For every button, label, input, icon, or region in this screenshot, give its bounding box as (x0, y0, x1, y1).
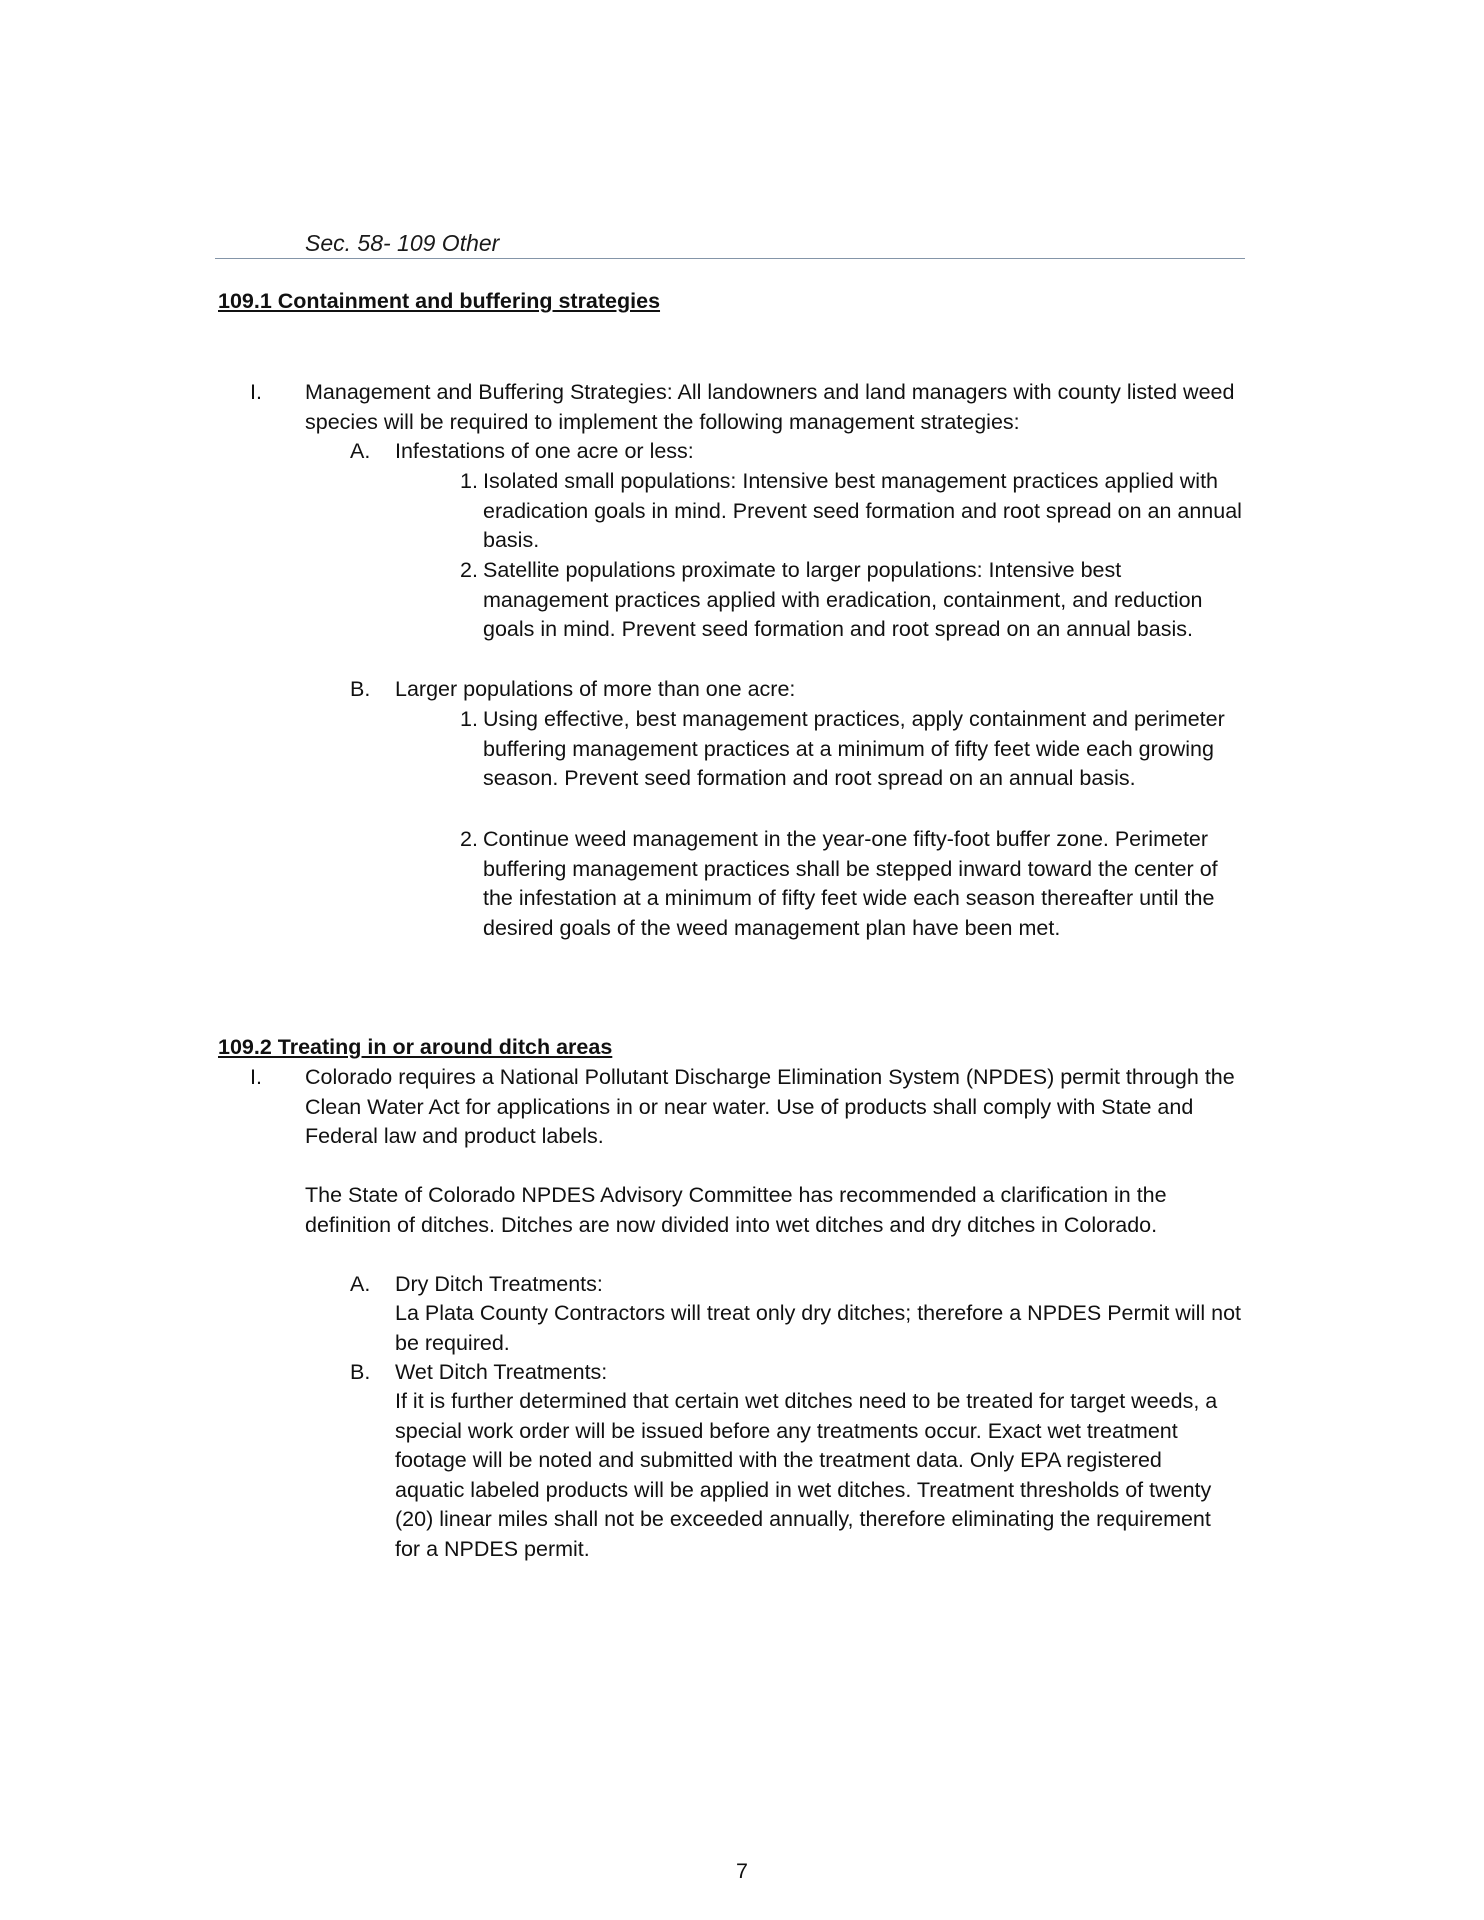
header-divider (215, 258, 1245, 259)
page-number: 7 (736, 1859, 748, 1883)
list-marker-B2: 2. (460, 827, 478, 851)
roman-marker: I. (250, 380, 262, 404)
wet-ditch-text: If it is further determined that certain wet ditches need to be treated for target weeds, a special work order will be issued before any treatments occur. Exact wet treatment footage will be noted and submitted with the treatment data. Only EPA registered aquatic labeled products will be applied in wet ditches. Treatment thresholds of twenty (20) linear miles shall not be exceeded annually, therefore eliminating the requirement for a NPDES permit. (395, 1389, 1218, 1561)
management-strategies-paragraph: Management and Buffering Strategies: All landowners and land managers with county listed weed species will be required to implement the following management strategies: (305, 380, 1235, 434)
roman-marker: I. (250, 1065, 262, 1089)
infestations-small-heading: Infestations of one acre or less: (395, 439, 694, 463)
effective-practices-text: Using effective, best management practices, apply containment and perimeter buffering management practices at a minimum of fifty feet wide each growing season. Prevent seed formation and root spread on an annual basis. (483, 707, 1225, 790)
npdes-permit-paragraph: Colorado requires a National Pollutant Discharge Elimination System (NPDES) permit through the Clean Water Act for applications in or near water. Use of products shall comply with State and Federal law and product labels. (305, 1065, 1235, 1148)
section-heading-109-1: 109.1 Containment and buffering strategies (218, 289, 661, 313)
wet-ditch-title: Wet Ditch Treatments: (395, 1360, 608, 1384)
list-marker-B: B. (350, 677, 371, 701)
isolated-populations-text: Isolated small populations: Intensive best management practices applied with eradication goals in mind. Prevent seed formation and root spread on an annual basis. (483, 469, 1242, 552)
satellite-populations-text: Satellite populations proximate to larger populations: Intensive best management practices applied with eradication, containment, and reduction goals in mind. Prevent seed formation and root spread on an annual basis. (483, 558, 1203, 641)
section-heading-109-2: 109.2 Treating in or around ditch areas (218, 1035, 613, 1059)
continue-management-text: Continue weed management in the year-one fifty-foot buffer zone. Perimeter buffering management practices shall be stepped inward toward the center of the infestation at a minimum of fifty feet wide each season thereafter until the desired goals of the weed management plan have been met. (483, 827, 1218, 940)
list-marker-A: A. (350, 439, 371, 463)
list-marker-B1: 1. (460, 707, 478, 731)
advisory-committee-paragraph: The State of Colorado NPDES Advisory Committee has recommended a clarification in the definition of ditches. Ditches are now divided into wet ditches and dry ditches in Colorado. (305, 1183, 1167, 1237)
larger-populations-heading: Larger populations of more than one acre: (395, 677, 796, 701)
list-marker-A1: 1. (460, 469, 478, 493)
dry-ditch-text: La Plata County Contractors will treat only dry ditches; therefore a NPDES Permit will not be required. (395, 1301, 1242, 1355)
list-marker-B: B. (350, 1360, 371, 1384)
list-marker-A: A. (350, 1272, 371, 1296)
section-header-title: Sec. 58- 109 Other (305, 230, 500, 256)
dry-ditch-title: Dry Ditch Treatments: (395, 1272, 603, 1296)
list-marker-A2: 2. (460, 558, 478, 582)
